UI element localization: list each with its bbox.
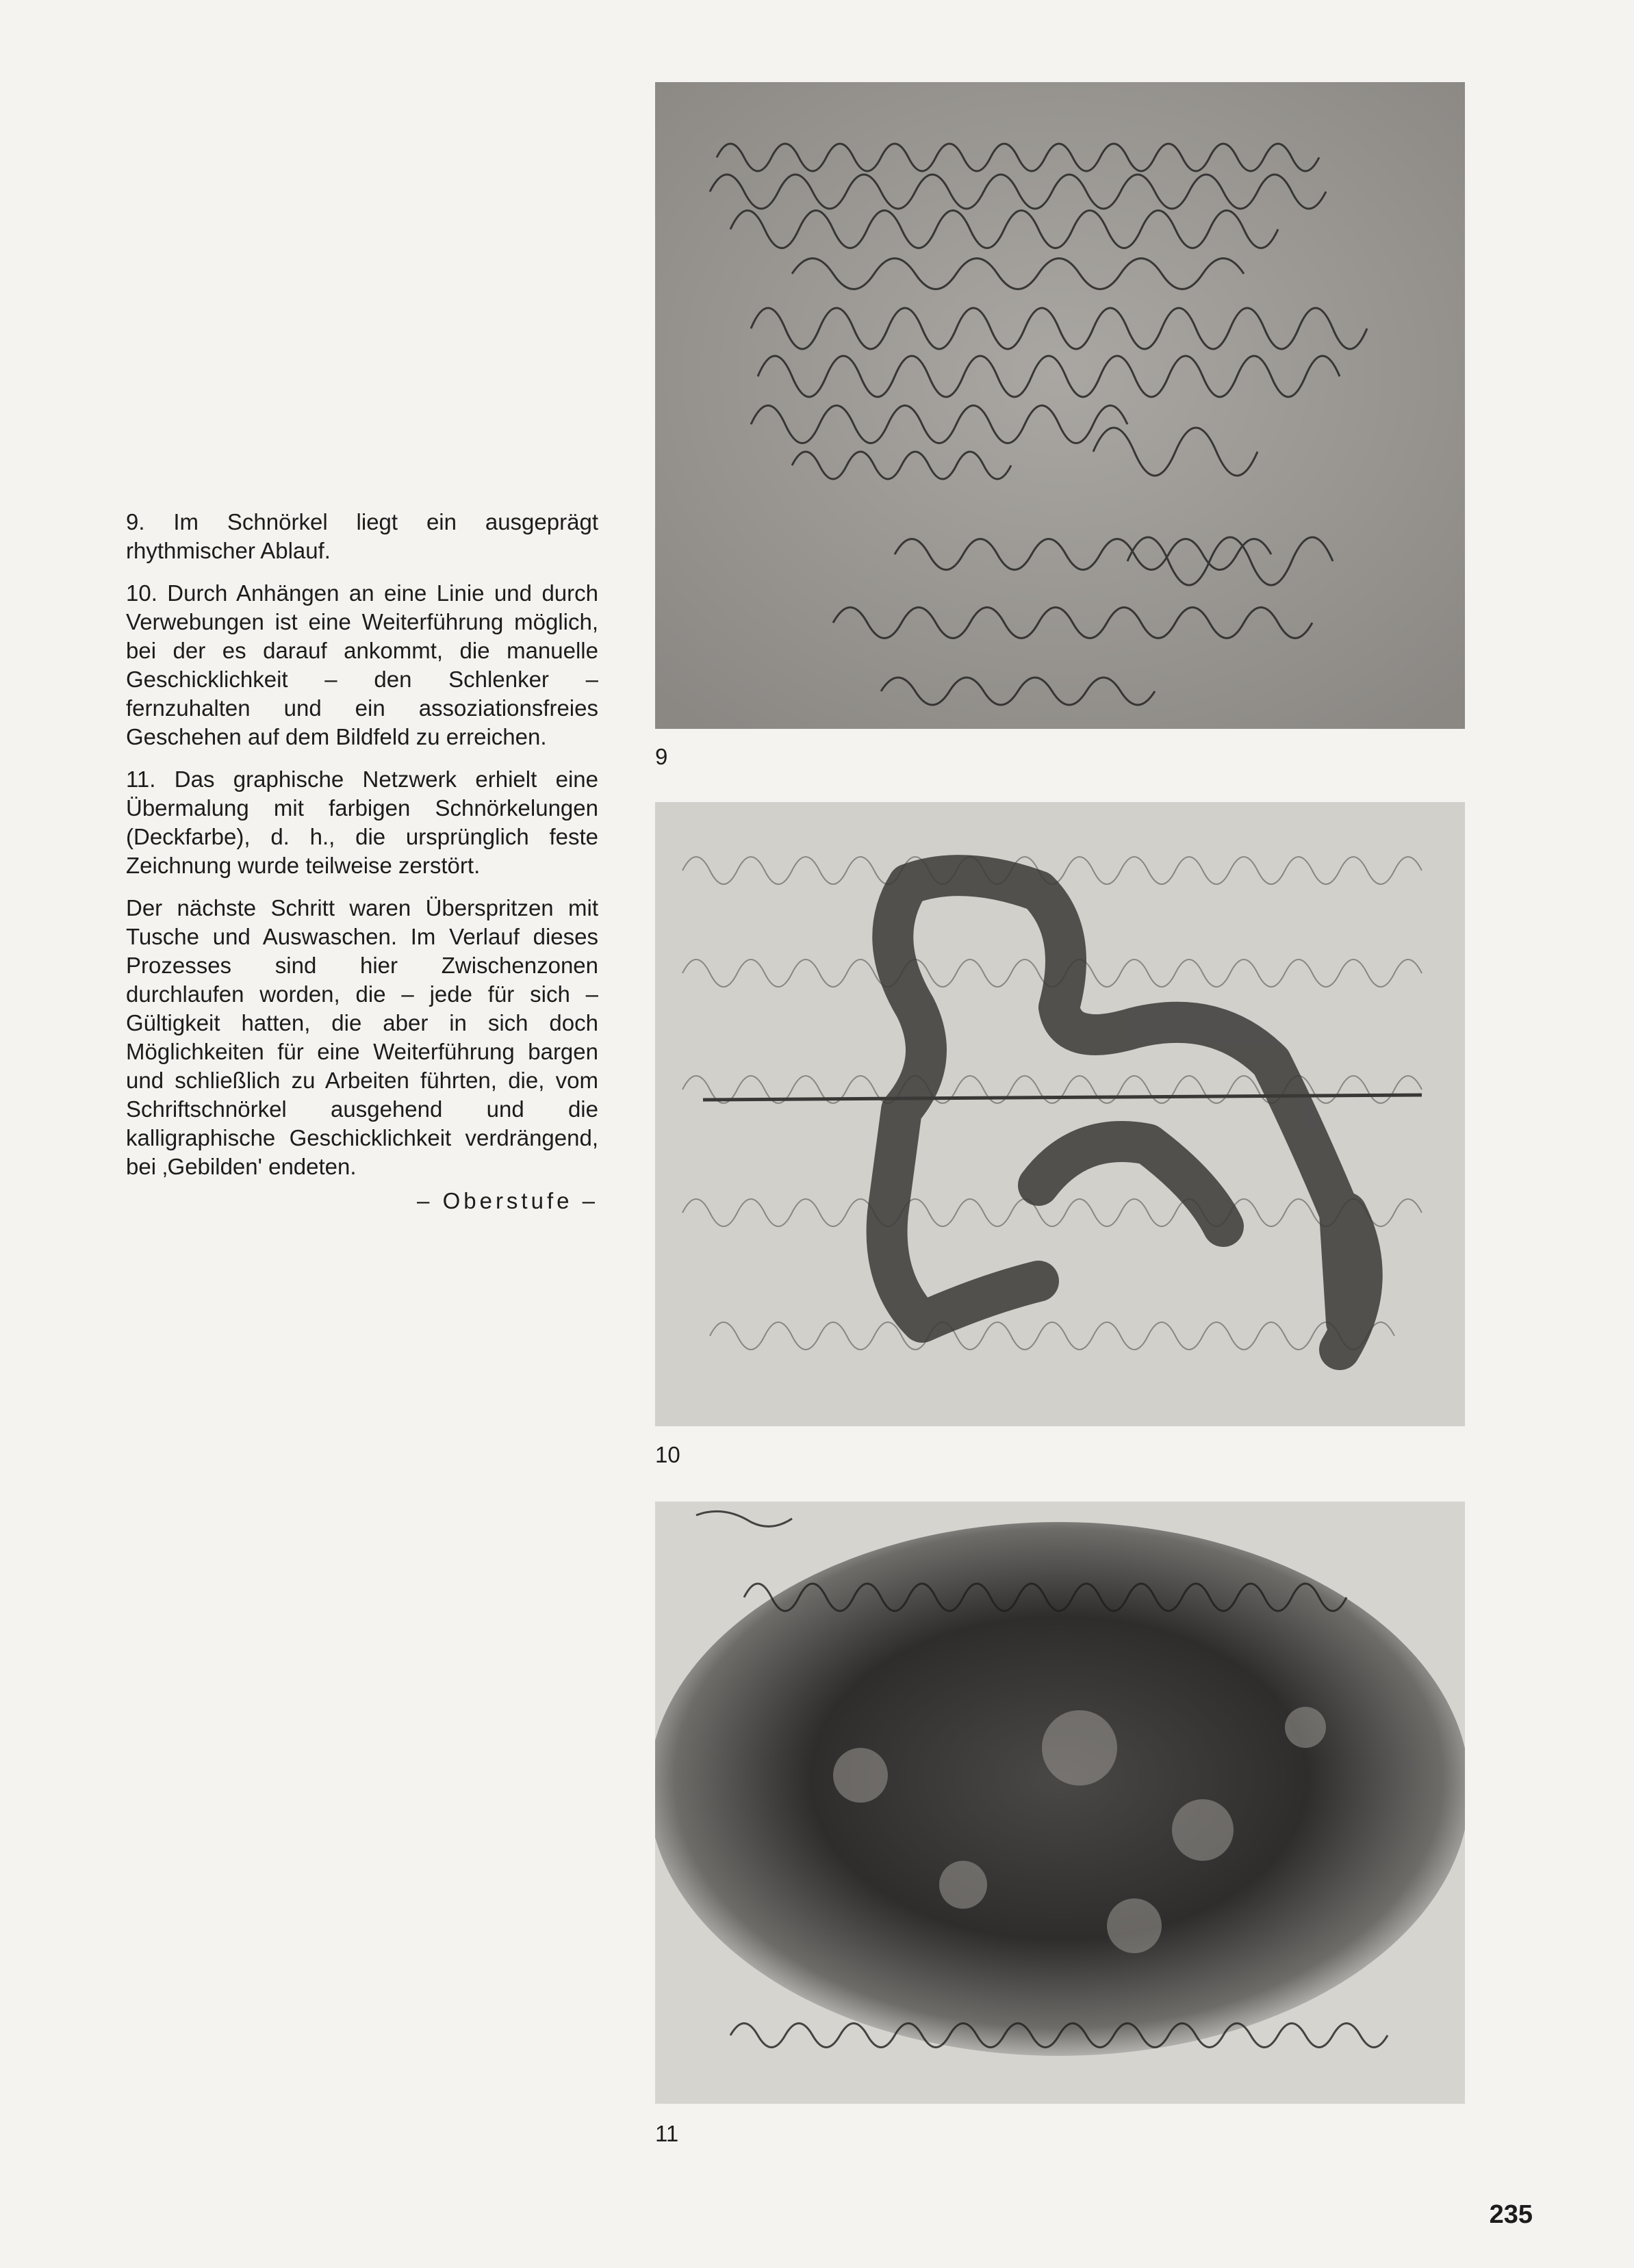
figure-9-label: 9 — [655, 744, 668, 769]
figure-11-sprayed-ink — [655, 1502, 1465, 2104]
figure-10-label: 10 — [655, 1442, 680, 1467]
closing-line: – Oberstufe – — [417, 1188, 598, 1213]
figure-10-image — [655, 802, 1465, 1426]
figure-9-scribbles — [655, 82, 1465, 729]
paragraph-process: Der nächste Schritt waren Überspritzen mit Tusche und Auswaschen. Im Verlauf dieses Prozesses sind hier Zwischenzonen durchlaufen worden, die – jede für sich – Gültigkeit hatten, die aber in sich doch Möglichkeiten für eine Weiterführung bargen und schließlich zu Arbeiten führten, die, vom Schriftschnörkel ausgehend und die kalligraphische Geschicklichkeit verdrängend, bei ‚Gebilden' endeten. — [126, 895, 598, 1179]
body-text — [126, 508, 598, 1215]
paragraph-11: 11. Das graphische Netzwerk erhielt eine Übermalung mit farbigen Schnörkelungen (Deckfarbe), d. h., die ursprünglich feste Zeichnung wurde teilweise zerstört. — [126, 766, 598, 878]
figure-11-label: 11 — [655, 2121, 679, 2146]
figure-9-image — [655, 82, 1465, 729]
page-number: 235 — [1489, 2200, 1533, 2229]
paragraph-10: 10. Durch Anhängen an eine Linie und durch Verwebungen ist eine Weiterführung möglich, bei der es darauf ankommt, die manuelle Geschicklichkeit – den Schlenker – fernzuhalten und ein assoziationsfreies Geschehen auf dem Bildfeld zu erreichen. — [126, 580, 598, 749]
figure-11-image — [655, 1502, 1465, 2104]
figure-10-network — [655, 802, 1465, 1426]
paragraph-9: 9. Im Schnörkel liegt ein ausgeprägt rhythmischer Ablauf. — [126, 509, 598, 563]
